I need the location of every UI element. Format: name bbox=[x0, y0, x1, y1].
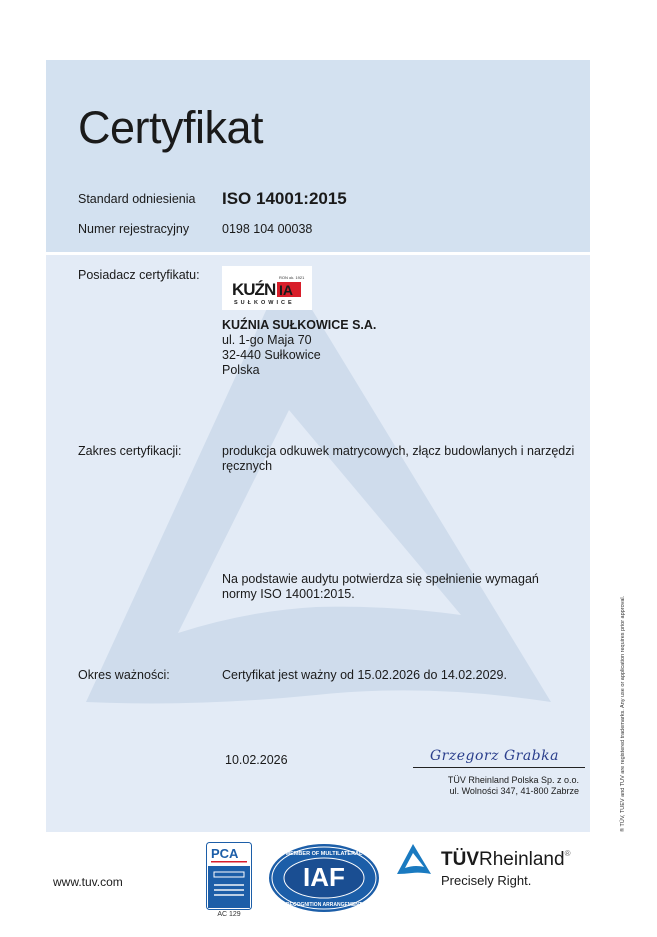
signature: Grzegorz Grabka bbox=[430, 748, 559, 764]
kuznia-logo-icon bbox=[222, 266, 312, 310]
svg-text:IA: IA bbox=[279, 282, 293, 298]
registration-label: Numer rejestracyjny bbox=[78, 222, 190, 236]
iaf-logo-icon bbox=[268, 843, 380, 913]
holder-logo bbox=[222, 266, 312, 310]
tuv-brand bbox=[441, 849, 570, 871]
holder-address-line: ul. 1-go Maja 70 bbox=[222, 333, 312, 347]
validity-label: Okres ważności: bbox=[78, 668, 170, 682]
svg-text:RECOGNITION ARRANGEMENT: RECOGNITION ARRANGEMENT bbox=[286, 902, 362, 908]
svg-text:KUŹN: KUŹN bbox=[232, 280, 276, 299]
issuer-block bbox=[448, 775, 579, 797]
svg-text:IAF: IAF bbox=[303, 862, 345, 892]
audit-statement: Na podstawie audytu potwierdza się spełnienie wymagań normy ISO 14001:2015. bbox=[222, 572, 539, 601]
standard-label: Standard odniesienia bbox=[78, 192, 196, 206]
tuv-tagline: Precisely Right. bbox=[441, 873, 532, 888]
trademark-note: ® TÜV, TUEV and TUV are registered trademarks. Any use or application requires prior approval. bbox=[620, 595, 626, 832]
tuv-brand-bold: TÜV bbox=[441, 849, 479, 870]
svg-text:MEMBER OF MULTILATERAL: MEMBER OF MULTILATERAL bbox=[285, 851, 363, 857]
standard-value: ISO 14001:2015 bbox=[222, 189, 347, 208]
holder-address-line: Polska bbox=[222, 363, 260, 377]
pca-accreditation-icon bbox=[206, 842, 252, 910]
svg-text:PCA: PCA bbox=[211, 846, 239, 861]
scope-label: Zakres certyfikacji: bbox=[78, 444, 182, 458]
tuv-triangle-icon bbox=[396, 843, 432, 875]
registration-value: 0198 104 00038 bbox=[222, 222, 313, 236]
website-link[interactable]: www.tuv.com bbox=[53, 875, 123, 889]
validity-value: Certyfikat jest ważny od 15.02.2026 do 14.02.2029. bbox=[222, 668, 507, 682]
svg-text:SUŁKOWICE: SUŁKOWICE bbox=[234, 300, 295, 306]
issuer-name: TÜV Rheinland Polska Sp. z o.o. bbox=[447, 775, 579, 785]
signature-line bbox=[413, 767, 585, 768]
issuer-address: ul. Wolności 347, 41-800 Zabrze bbox=[449, 786, 579, 796]
tuv-brand-regular: Rheinland bbox=[479, 849, 565, 870]
issue-date: 10.02.2026 bbox=[225, 753, 288, 767]
scope-value: produkcja odkuwek matrycowych, złącz budowlanych i narzędzi ręcznych bbox=[222, 444, 575, 473]
svg-text:RON ok. 1921: RON ok. 1921 bbox=[279, 275, 305, 280]
certificate-title: Certyfikat bbox=[78, 102, 264, 153]
holder-label: Posiadacz certyfikatu: bbox=[78, 268, 200, 282]
pca-number: AC 129 bbox=[217, 911, 241, 918]
registered-mark: ® bbox=[564, 849, 571, 858]
holder-name: KUŹNIA SUŁKOWICE S.A. bbox=[222, 318, 377, 332]
holder-address-line: 32-440 Sułkowice bbox=[222, 348, 321, 362]
